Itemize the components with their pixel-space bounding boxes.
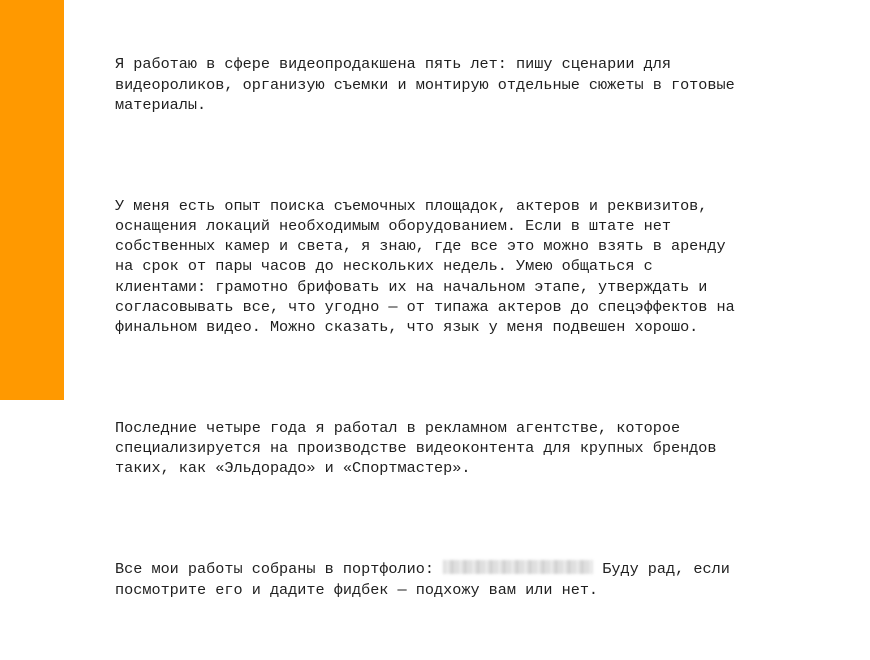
- text-line: Последние четыре года я работал в рекламном агентстве, которое: [115, 419, 681, 438]
- portfolio-link[interactable]: [443, 560, 593, 574]
- text-line: финальном видео. Можно сказать, что язык у меня подвешен хорошо.: [115, 318, 699, 337]
- portfolio-intro-text: Все мои работы собраны в портфолио:: [115, 560, 444, 579]
- text-line: [115, 559, 855, 579]
- text-line: согласовывать все, что угодно — от типажа актеров до спецэффектов на: [115, 297, 735, 316]
- text-line: таких, как «Эльдорадо» и «Спортмастер».: [115, 459, 471, 478]
- accent-bar: [0, 0, 64, 400]
- portfolio-outro-text: Буду рад, если: [593, 560, 730, 579]
- text-line: материалы.: [115, 95, 207, 114]
- paragraph-agency: [115, 418, 855, 479]
- paragraph-portfolio: [115, 559, 855, 599]
- text-line: клиентами: грамотно брифовать их на начальном этапе, утверждать и: [115, 277, 708, 296]
- text-line: на срок от пары часов до нескольких недель. Умею общаться с: [115, 257, 653, 276]
- text-line: Я работаю в сфере видеопродакшена пять лет: пишу сценарии для: [115, 55, 671, 74]
- text-line: У меня есть опыт поиска съемочных площадок, актеров и реквизитов,: [115, 196, 708, 215]
- text-line: специализируется на производстве видеоконтента для крупных брендов: [115, 439, 717, 458]
- paragraph-experience: [115, 54, 855, 115]
- cover-letter-text: [115, 14, 855, 660]
- text-line: видеороликов, организую съемки и монтирую отдельные сюжеты в готовые: [115, 75, 735, 94]
- text-line: посмотрите его и дадите фидбек — подхожу вам или нет.: [115, 580, 599, 599]
- text-line: оснащения локаций необходимым оборудованием. Если в штате нет: [115, 217, 671, 236]
- text-line: собственных камер и света, я знаю, где все это можно взять в аренду: [115, 237, 726, 256]
- paragraph-skills: [115, 196, 855, 337]
